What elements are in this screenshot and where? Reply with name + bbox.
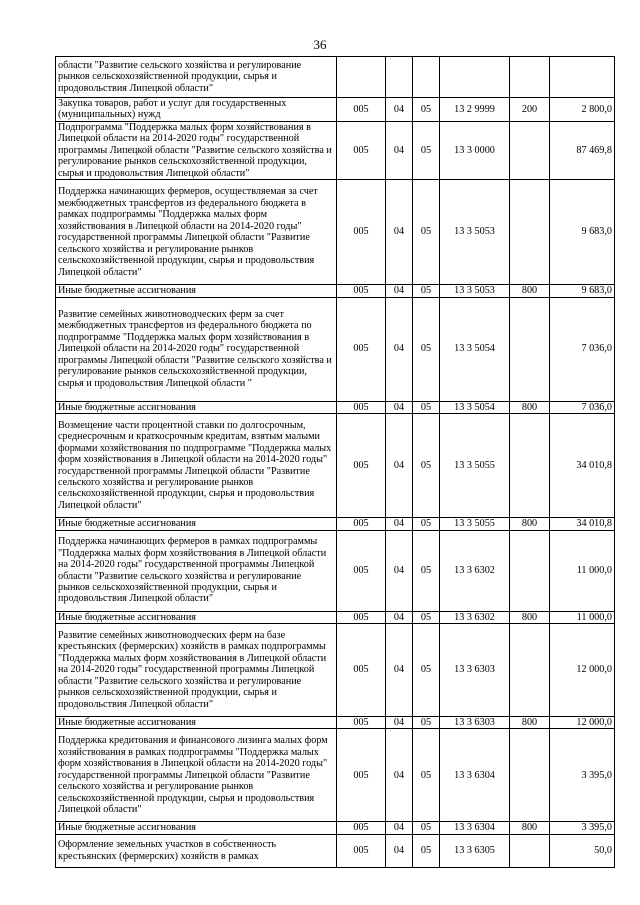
admin-code-cell: 005 bbox=[337, 297, 386, 401]
section-code-cell: 04 bbox=[386, 729, 413, 822]
admin-code-cell: 005 bbox=[337, 98, 386, 122]
target-item-cell: 13 3 5055 bbox=[440, 518, 510, 530]
target-item-cell: 13 3 6303 bbox=[440, 716, 510, 728]
section-code-cell: 04 bbox=[386, 530, 413, 611]
table-row bbox=[56, 180, 615, 285]
subsection-code-cell: 05 bbox=[413, 285, 440, 297]
subsection-code-cell: 05 bbox=[413, 530, 440, 611]
amount-cell: 3 395,0 bbox=[550, 729, 615, 822]
target-item-cell: 13 3 6302 bbox=[440, 611, 510, 623]
section-code-cell: 04 bbox=[386, 180, 413, 285]
expense-type-cell bbox=[510, 57, 550, 98]
target-item-cell: 13 3 5053 bbox=[440, 180, 510, 285]
target-item-cell bbox=[440, 57, 510, 98]
table-row bbox=[56, 414, 615, 518]
admin-code-cell bbox=[337, 57, 386, 98]
admin-code-cell: 005 bbox=[337, 530, 386, 611]
admin-code-cell: 005 bbox=[337, 822, 386, 834]
admin-code-cell: 005 bbox=[337, 518, 386, 530]
admin-code-cell: 005 bbox=[337, 414, 386, 518]
target-item-cell: 13 3 6302 bbox=[440, 530, 510, 611]
subsection-code-cell: 05 bbox=[413, 623, 440, 716]
amount-cell: 11 000,0 bbox=[550, 530, 615, 611]
page-number: 36 bbox=[313, 37, 327, 52]
admin-code-cell: 005 bbox=[337, 180, 386, 285]
admin-code-cell: 005 bbox=[337, 729, 386, 822]
subsection-code-cell: 05 bbox=[413, 834, 440, 867]
expense-type-cell: 800 bbox=[510, 822, 550, 834]
amount-cell: 9 683,0 bbox=[550, 180, 615, 285]
section-code-cell: 04 bbox=[386, 98, 413, 122]
expense-type-cell bbox=[510, 623, 550, 716]
row-name-cell: Иные бюджетные ассигнования bbox=[56, 716, 337, 728]
section-code-cell: 04 bbox=[386, 611, 413, 623]
target-item-cell: 13 3 6304 bbox=[440, 729, 510, 822]
amount-cell: 12 000,0 bbox=[550, 623, 615, 716]
budget-table bbox=[55, 56, 615, 868]
target-item-cell: 13 3 6303 bbox=[440, 623, 510, 716]
target-item-cell: 13 3 5054 bbox=[440, 401, 510, 413]
row-name-cell: Возмещение части процентной ставки по долгосрочным, среднесрочным и краткосрочным кредитам, взятым малыми формами хозяйствования по подпрограмме "Поддержка малых форм хозяйствования в Липецкой области на 2014-2020 годы" государственной программы Липецкой области "Развитие сельского хозяйства и регулирование рынков сельскохозяйственной продукции, сырья и продовольствия Липецкой области" bbox=[56, 414, 337, 518]
subsection-code-cell: 05 bbox=[413, 121, 440, 179]
target-item-cell: 13 3 5054 bbox=[440, 297, 510, 401]
expense-type-cell: 800 bbox=[510, 518, 550, 530]
expense-type-cell bbox=[510, 414, 550, 518]
section-code-cell: 04 bbox=[386, 121, 413, 179]
table-row bbox=[56, 623, 615, 716]
subsection-code-cell: 05 bbox=[413, 180, 440, 285]
section-code-cell: 04 bbox=[386, 716, 413, 728]
expense-type-cell bbox=[510, 530, 550, 611]
expense-type-cell bbox=[510, 121, 550, 179]
expense-type-cell bbox=[510, 180, 550, 285]
expense-type-cell: 800 bbox=[510, 611, 550, 623]
subsection-code-cell: 05 bbox=[413, 716, 440, 728]
subsection-code-cell: 05 bbox=[413, 401, 440, 413]
row-name-cell: Оформление земельных участков в собственность крестьянских (фермерских) хозяйств в рамках bbox=[56, 834, 337, 867]
amount-cell: 87 469,8 bbox=[550, 121, 615, 179]
expense-type-cell: 800 bbox=[510, 285, 550, 297]
table-row bbox=[56, 285, 615, 297]
admin-code-cell: 005 bbox=[337, 611, 386, 623]
row-name-cell: Развитие семейных животноводческих ферм за счет межбюджетных трансфертов из федерального бюджета по подпрограмме "Поддержка малых форм хозяйствования в Липецкой области на 2014-2020 годы" государственной программы Липецкой области "Развитие сельского хозяйства и регулирование рынков сельскохозяйственной продукции, сырья и продовольствия Липецкой области " bbox=[56, 297, 337, 401]
table-row bbox=[56, 401, 615, 413]
table-row bbox=[56, 57, 615, 98]
amount-cell bbox=[550, 57, 615, 98]
amount-cell: 7 036,0 bbox=[550, 401, 615, 413]
amount-cell: 12 000,0 bbox=[550, 716, 615, 728]
subsection-code-cell: 05 bbox=[413, 611, 440, 623]
admin-code-cell: 005 bbox=[337, 121, 386, 179]
target-item-cell: 13 3 0000 bbox=[440, 121, 510, 179]
admin-code-cell: 005 bbox=[337, 401, 386, 413]
table-row bbox=[56, 716, 615, 728]
amount-cell: 7 036,0 bbox=[550, 297, 615, 401]
table-row bbox=[56, 518, 615, 530]
row-name-cell: области "Развитие сельского хозяйства и регулирование рынков сельскохозяйственной продукции, сырья и продовольствия Липецкой области" bbox=[56, 57, 337, 98]
section-code-cell: 04 bbox=[386, 401, 413, 413]
target-item-cell: 13 2 9999 bbox=[440, 98, 510, 122]
section-code-cell bbox=[386, 57, 413, 98]
subsection-code-cell: 05 bbox=[413, 98, 440, 122]
target-item-cell: 13 3 6304 bbox=[440, 822, 510, 834]
amount-cell: 34 010,8 bbox=[550, 414, 615, 518]
section-code-cell: 04 bbox=[386, 285, 413, 297]
table-row bbox=[56, 121, 615, 179]
budget-table-body bbox=[56, 57, 615, 868]
expense-type-cell: 200 bbox=[510, 98, 550, 122]
row-name-cell: Поддержка начинающих фермеров в рамках подпрограммы "Поддержка малых форм хозяйствования в Липецкой области на 2014-2020 годы" государственной программы Липецкой области "Развитие сельского хозяйства и регулирование рынков сельскохозяйственной продукции, сырья и продовольствия Липецкой области" bbox=[56, 530, 337, 611]
section-code-cell: 04 bbox=[386, 297, 413, 401]
expense-type-cell bbox=[510, 834, 550, 867]
amount-cell: 50,0 bbox=[550, 834, 615, 867]
row-name-cell: Поддержка кредитования и финансового лизинга малых форм хозяйствования в рамках подпрограммы "Поддержка малых форм хозяйствования в Липецкой области на 2014-2020 годы" государственной программы Липецкой области "Развитие сельского хозяйства и регулирование рынков сельскохозяйственной продукции, сырья и продовольствия Липецкой области" bbox=[56, 729, 337, 822]
subsection-code-cell: 05 bbox=[413, 729, 440, 822]
admin-code-cell: 005 bbox=[337, 716, 386, 728]
subsection-code-cell bbox=[413, 57, 440, 98]
table-row bbox=[56, 530, 615, 611]
expense-type-cell: 800 bbox=[510, 401, 550, 413]
table-row bbox=[56, 297, 615, 401]
section-code-cell: 04 bbox=[386, 623, 413, 716]
row-name-cell: Иные бюджетные ассигнования bbox=[56, 611, 337, 623]
table-row bbox=[56, 729, 615, 822]
row-name-cell: Подпрограмма "Поддержка малых форм хозяйствования в Липецкой области на 2014-2020 годы" государственной программы Липецкой области "Развитие сельского хозяйства и регулирование рынков сельскохозяйственной продукции, сырья и продовольствия Липецкой области" bbox=[56, 121, 337, 179]
row-name-cell: Иные бюджетные ассигнования bbox=[56, 401, 337, 413]
subsection-code-cell: 05 bbox=[413, 414, 440, 518]
expense-type-cell bbox=[510, 297, 550, 401]
admin-code-cell: 005 bbox=[337, 285, 386, 297]
target-item-cell: 13 3 6305 bbox=[440, 834, 510, 867]
table-row bbox=[56, 822, 615, 834]
row-name-cell: Закупка товаров, работ и услуг для государственных (муниципальных) нужд bbox=[56, 98, 337, 122]
subsection-code-cell: 05 bbox=[413, 822, 440, 834]
section-code-cell: 04 bbox=[386, 414, 413, 518]
expense-type-cell: 800 bbox=[510, 716, 550, 728]
row-name-cell: Иные бюджетные ассигнования bbox=[56, 822, 337, 834]
table-row bbox=[56, 611, 615, 623]
expense-type-cell bbox=[510, 729, 550, 822]
section-code-cell: 04 bbox=[386, 518, 413, 530]
amount-cell: 34 010,8 bbox=[550, 518, 615, 530]
subsection-code-cell: 05 bbox=[413, 518, 440, 530]
target-item-cell: 13 3 5055 bbox=[440, 414, 510, 518]
subsection-code-cell: 05 bbox=[413, 297, 440, 401]
admin-code-cell: 005 bbox=[337, 834, 386, 867]
section-code-cell: 04 bbox=[386, 834, 413, 867]
amount-cell: 3 395,0 bbox=[550, 822, 615, 834]
row-name-cell: Иные бюджетные ассигнования bbox=[56, 518, 337, 530]
section-code-cell: 04 bbox=[386, 822, 413, 834]
row-name-cell: Развитие семейных животноводческих ферм на базе крестьянских (фермерских) хозяйств в рамках подпрограммы "Поддержка малых форм хозяйствования в Липецкой области на 2014-2020 годы" государственной программы Липецкой области "Развитие сельского хозяйства и регулирование рынков сельскохозяйственной продукции, сырья и продовольствия Липецкой области" bbox=[56, 623, 337, 716]
target-item-cell: 13 3 5053 bbox=[440, 285, 510, 297]
admin-code-cell: 005 bbox=[337, 623, 386, 716]
table-row bbox=[56, 98, 615, 122]
table-row bbox=[56, 834, 615, 867]
amount-cell: 9 683,0 bbox=[550, 285, 615, 297]
amount-cell: 2 800,0 bbox=[550, 98, 615, 122]
row-name-cell: Иные бюджетные ассигнования bbox=[56, 285, 337, 297]
amount-cell: 11 000,0 bbox=[550, 611, 615, 623]
row-name-cell: Поддержка начинающих фермеров, осуществляемая за счет межбюджетных трансфертов из федерального бюджета в рамках подпрограммы "Поддержка малых форм хозяйствования в Липецкой области на 2014-2020 годы" государственной программы Липецкой области "Развитие сельского хозяйства и регулирование рынков сельскохозяйственной продукции, сырья и продовольствия Липецкой области" bbox=[56, 180, 337, 285]
